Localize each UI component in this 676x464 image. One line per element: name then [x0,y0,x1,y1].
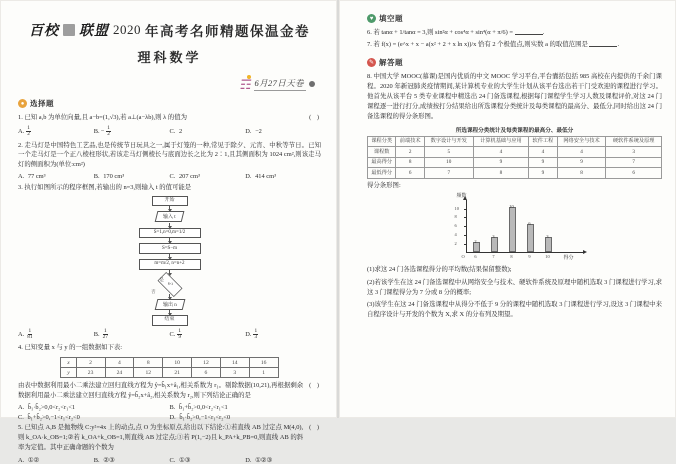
chart-y-tick-2: 2 [454,240,457,246]
col-header-0: 课程分类 [368,136,396,147]
q4-followup-text: 由表中数据利用最小二乘法建立回归直线方程为 ŷ=b̂₁x+â₁,相关系数为 r₁。剔除数据(10,21),再根据剩余数据利用最小二乘法建立回归直线方程 ŷ=b̂₂x+â₂,相关系数为 r₂,则下列结论正确的是 [18,382,304,400]
exam-title: 年高考名师精题保温金卷 [145,24,310,39]
q2-options [18,173,321,180]
q4-options-row-2 [18,414,321,421]
q4-options-row-1 [18,404,321,411]
q3-option-c[interactable] [170,329,246,341]
q4-option-a[interactable] [18,404,170,411]
stamp-text: 6月27日天卷 [254,77,306,91]
table-row [61,358,278,368]
chart-x-tick-10: 10 [545,254,550,260]
chart-x-tick-7: 7 [492,254,495,260]
flow-arrow-6 [169,294,170,299]
subject-title: 理科数学 [137,50,202,65]
cell-1-5: 7 [606,157,662,168]
q3-option-a-frac: $\frac{1}{81}$ [27,327,33,341]
cell-2-4: 8 [557,168,606,179]
q2-option-c[interactable] [170,173,246,180]
chart-y-tick-10: 10 [454,205,459,211]
q1-option-a-key: A. [18,128,25,136]
chart-x-axis [466,252,584,253]
chart-bar-value-9: 6 [528,221,531,227]
section-label: 选择题 [30,99,54,108]
question-1 [18,113,321,123]
q2-option-b-key: B. [93,173,100,181]
q3-option-d-frac: $\frac{1}{3}$ [254,327,258,341]
chart-caption: 得分条形图: [367,182,401,190]
exam-year: 2020 [113,22,141,37]
q8-text: 中国大学 MOOC(慕课)是国内优质的中文 MOOC 学习平台,平台囊括包括 985 高校在内提供的千余门课程。2020 年新冠肺炎疫情期间,某计算机专业的大学生计划从该平台选出若干门受欢迎的课程进行学习。他首先从该平台 5 类专业课程中精选出 24 门备选课程,根据每门课程学生学习人数及课程评价,对这 24 门课程逐一进行打分,成绩按打分结果给出所选课程分类统计及每类课程的最高分、最低分,同时给出这 24 门备选课程的得分条形图。 [367,73,662,121]
q4-option-a-key: A. [18,403,25,411]
chart-origin-label: O [461,254,465,260]
q4-y-0: 23 [76,368,105,378]
q3-option-b-key: B. [93,331,100,339]
q1-option-b[interactable] [94,126,170,138]
q6-text: 若 tanα + 1/tanα = 3,则 sin²α + cos⁴α + sin⁴(α + π/6) = [373,29,515,36]
brand-left: 百校 [29,24,59,39]
person-icon: ● [18,99,27,108]
flow-arrow-4 [169,254,170,259]
brand-right: 联盟 [79,24,109,39]
col-header-3: 计算机基础与应用 [473,136,529,147]
col-header-5: 网络安全与技术 [557,136,606,147]
q1-number: 1. [18,114,23,121]
q4-y-1: 24 [105,368,134,378]
flowchart [18,196,321,326]
q5-option-c-value: ①③ [178,457,191,464]
chart-bar-value-8: 10 [509,203,514,209]
q1-option-a-frac: $\frac{1}{2}$ [27,124,30,138]
question-7: 7. 若 f(x) = (e^x + x − a(x² + 2 + x ln x))/x 恰有 2 个极值点,则实数 a 的取值范围是 . [367,41,620,49]
q4-data-table [60,357,278,378]
q4-x-5: 14 [220,358,249,368]
q4-row-label-x: x [61,358,76,368]
cell-2-3: 9 [529,168,557,179]
page-right [339,0,676,418]
section-fill-blank [367,13,662,24]
q1-option-d-value: −2 [255,128,262,136]
page-left [0,0,337,464]
q3-option-a-key: A. [18,331,25,339]
q4-answer-slot: ( ) [309,382,321,390]
q5-option-b-key: B. [93,456,100,464]
cell-0-1: 5 [424,147,473,158]
sub-question-2: (2)若该学生在这 24 门备选课程中从网络安全与技术、硬软件系统及原理中随机选取 3 门课程进行学习,求这 3 门课程得分为 7 分或 8 分的概率; [367,278,662,296]
flow-start: 开始 [152,196,188,207]
section-choice [18,98,321,109]
course-table-caption: 所选课程分类统计及每类课程的最高分、最低分 [455,127,574,134]
q2-option-a-value: 77 cm³ [27,173,46,181]
q4-y-5: 3 [220,368,249,378]
flow-step-1: S=S−m [139,243,201,254]
chart-x-arrow-icon [583,250,587,254]
q1-option-b-frac: $\frac{1}{2}$ [107,124,110,138]
q5-option-b[interactable] [94,456,170,464]
q4-x-2: 8 [134,358,163,368]
q4-number: 4. [18,344,23,352]
flow-output [154,299,185,310]
q2-number: 2. [18,141,23,149]
cell-2-5: 6 [606,168,662,179]
flow-arrow-2 [169,223,170,228]
table-row [61,368,278,378]
cell-1-4: 9 [557,157,606,168]
q3-options [18,329,321,341]
bar-chart [440,196,590,262]
row-label-2: 最低得分 [368,168,396,179]
flow-init: S=1,n=0,m=1/2 [139,228,201,239]
q5-option-a-value: ①② [27,457,40,464]
cell-0-0: 2 [396,147,424,158]
q5-option-d-value: ①②③ [255,457,273,464]
cell-1-0: 8 [396,157,424,168]
q4-option-c-key: C. [18,413,24,421]
cell-1-1: 10 [424,157,473,168]
chart-y-tickmark-8 [464,217,467,218]
q7-text: 若 f(x) = (e^x + x − a(x² + 2 + x ln x))/x 恰有 2 个极值点,则实数 a 的取值范围是 [373,41,588,49]
table-row [368,168,662,179]
chart-y-tickmark-2 [464,244,467,245]
q4-option-b-key: B. [169,403,176,411]
flow-no-label: 否 [151,288,156,294]
chart-y-tickmark-6 [464,226,467,227]
brand-seal-icon [63,24,75,36]
q3-option-d[interactable] [245,329,321,341]
cell-1-2: 9 [473,157,529,168]
q5-option-c-key: C. [169,456,176,464]
q5-option-d-key: D. [245,456,252,464]
flow-step-2: m=m/2, n=n+2 [139,259,201,270]
cell-0-2: 4 [473,147,529,158]
q8-number: 8. [367,73,372,81]
watermark-stamp [240,77,315,91]
q1-option-a[interactable] [18,126,94,138]
q4-y-6: 1 [249,368,278,378]
chart-y-title: 频数 [456,194,467,200]
q1-option-c-value: 2 [178,128,183,136]
q3-option-c-key: C. [169,331,176,339]
flow-yes-label: 是 [159,276,164,282]
q2-option-d-key: D. [245,173,252,181]
q4-option-d[interactable] [170,414,322,421]
q4-option-d-value: b̂₁·b̂₂>0,−1<r₁<r₂<0 [179,413,231,421]
q4-y-2: 12 [134,368,163,378]
q4-x-6: 16 [249,358,278,368]
q4-y-4: 6 [192,368,221,378]
flow-end: 结束 [152,315,188,326]
flow-decision-wrap [151,275,186,294]
flow-output-label: 输出 n [162,302,177,308]
q5-option-c[interactable] [170,456,246,464]
chart-x-tick-6: 6 [474,254,477,260]
q6-number: 6. [367,29,372,36]
chart-x-tick-9: 9 [528,254,531,260]
question-2 [18,141,321,171]
section-label-fill-blank: 填空题 [379,14,403,23]
q4-x-0: 2 [76,358,105,368]
cell-0-3: 4 [529,147,557,158]
chart-y-tickmark-10 [464,209,467,210]
cell-2-1: 7 [424,168,473,179]
q4-y-3: 21 [163,368,192,378]
stamp-ball-icon [309,81,315,87]
col-header-2: 数字设计与开发 [424,136,473,147]
q5-option-b-value: ②③ [103,457,115,464]
chart-bar-8 [509,207,517,253]
q1-option-c-key: C. [169,128,176,136]
q4-option-b-value: b̂₁+b̂₂>0,0<r₂<r₁<1 [178,403,228,411]
q3-number: 3. [18,183,23,191]
q1-option-c[interactable] [170,126,246,138]
chart-y-tick-8: 8 [454,214,457,220]
q7-answer-blank[interactable] [589,46,617,47]
q1-options [18,126,321,138]
cell-2-0: 6 [396,168,424,179]
q2-option-c-value: 207 cm³ [178,173,200,181]
flow-input-label: 输入 t [163,215,176,221]
col-header-6: 硬软件系统及原理 [606,136,662,147]
flow-arrow-7 [169,310,170,315]
q1-option-d-key: D. [245,128,252,136]
chart-y-tickmark-4 [464,235,467,236]
question-8 [367,72,662,122]
cell-1-3: 9 [529,157,557,168]
q3-option-b-frac: $\frac{1}{27}$ [102,327,108,341]
q2-option-c-key: C. [169,173,176,181]
q4-option-c[interactable] [18,414,170,421]
q4-option-d-key: D. [169,413,176,421]
q1-option-d[interactable] [245,126,321,138]
cell-0-5: 3 [606,147,662,158]
q1-option-b-key: B. [93,128,100,136]
q4-followup [18,381,321,401]
q5-number: 5. [18,424,23,432]
col-header-1: 前端技术 [396,136,424,147]
q2-option-a[interactable] [18,173,94,180]
q7-number: 7. [367,41,372,49]
q2-option-b[interactable] [94,173,170,180]
cell-0-4: 4 [557,147,606,158]
q2-option-d[interactable] [245,173,321,180]
question-6: 6. 若 tanα + 1/tanα = 3,则 sin²α + cos⁴α + sin⁴(α + π/6) = . [367,29,545,36]
q4-option-b[interactable] [170,404,322,411]
q5-answer-slot: ( ) [309,424,321,432]
chart-bar-value-7: 3 [492,234,495,240]
q2-option-d-value: 414 cm³ [255,173,276,181]
q4-x-4: 12 [192,358,221,368]
flow-input [155,211,184,222]
stamp-area [18,77,321,91]
chart-bar-value-6: 2 [474,238,477,244]
course-statistics-table [367,136,662,179]
flow-arrow-3 [169,238,170,243]
flow-decision-label: S<t [166,282,173,286]
chart-bar-7 [491,237,499,252]
q4-option-c-value: b̂₁+b̂₂>0,−1<r₁<r₂<0 [27,413,80,421]
q4-option-a-value: b̂₁·b̂₂>0,0<r₂<r₁<1 [27,403,76,411]
question-5 [18,423,321,453]
q5-option-a-key: A. [18,456,25,464]
q3-option-c-frac: $\frac{1}{9}$ [178,327,182,341]
q5-option-d[interactable] [245,456,321,464]
q5-option-a[interactable] [18,456,94,464]
row-label-1: 最高得分 [368,157,396,168]
row-label-0: 课程数 [368,147,396,158]
q3-option-b[interactable] [94,329,170,341]
sub-question-3: (3)该学生在这 24 门备选课程中从得分不低于 9 分的课程中随机选取 3 门课程进行学习,设这 3 门课程中来自程序设计与开发的个数为 X,求 X 的分布列及期望。 [367,301,662,319]
heart-icon: ♥ [367,14,376,23]
chart-y-tick-6: 6 [454,223,457,229]
q1-answer-slot: ( ) [309,114,321,121]
q5-options [18,456,321,464]
pencil-icon: ✎ [368,59,375,66]
q1-option-b-sign: − [100,128,105,136]
q4-row-label-y: y [61,368,76,378]
q2-option-a-key: A. [18,173,25,181]
col-header-4: 软件工程 [529,136,557,147]
chart-y-tick-4: 4 [454,231,457,237]
cell-2-2: 8 [473,168,529,179]
q3-option-a[interactable] [18,329,94,341]
bar-chart-wrap [367,196,662,262]
table-header-row [368,136,662,147]
masthead [18,20,321,40]
chart-x-tick-8: 8 [510,254,513,260]
q2-option-b-value: 170 cm³ [103,173,125,181]
q2-text: 走马灯是中国特色工艺品,也是传统节日玩具之一,属于灯笼的一种,常见于除夕、元宵、中秋等节日。已知一个走马灯是一个正八棱柱形状,若该走马灯侧棱长与底面边长之比为 2∶1,且其侧面积为 1024 cm²,则该走马灯的侧面积为(单位:cm²) [18,141,321,169]
chart-bar-value-10: 3 [546,234,549,240]
section-label-solution: 解答题 [379,58,403,68]
q1-text: 已知 a,b 为单位向量,且 a−b=(1,√3),若 a⊥(a−λb),则 λ 的值为 [24,114,187,121]
table-row [368,147,662,158]
q4-x-1: 4 [105,358,134,368]
q3-option-d-key: D. [245,331,252,339]
q5-text: 已知点 A,B 是抛物线 C:y²=4x 上的动点,点 O 为坐标原点,给出以下结论:①若直线 AB 过定点 M(4,0),则 k_OA·k_OB=1;②若 k_OA+k_OB=1,则直线 AB 过定点;③若 P(1,−2)且 k_PA+k_PB=0,则直线 AB 的斜率为定值。其中正确命题的个数为 [18,424,304,452]
sub-question-1: (1)求这 24 门各选课程得分的平均数(结果保留整数); [367,266,512,274]
chart-bar-9 [527,224,535,252]
q6-answer-blank[interactable] [515,34,543,35]
chart-x-title: 得分 [563,256,574,262]
q3-text: 执行如图所示的程序框图,若输出的 n=3,则输入 t 的值可能是 [24,183,192,191]
section-solution [367,57,662,68]
table-row [368,157,662,168]
q4-text: 已知变量 x 与 y 的一组数据如下表: [24,344,123,352]
question-4 [18,343,321,353]
runner-icon: ☶ [238,76,253,92]
question-3 [18,183,321,193]
q4-x-3: 10 [163,358,192,368]
chart-bar-10 [545,237,553,252]
